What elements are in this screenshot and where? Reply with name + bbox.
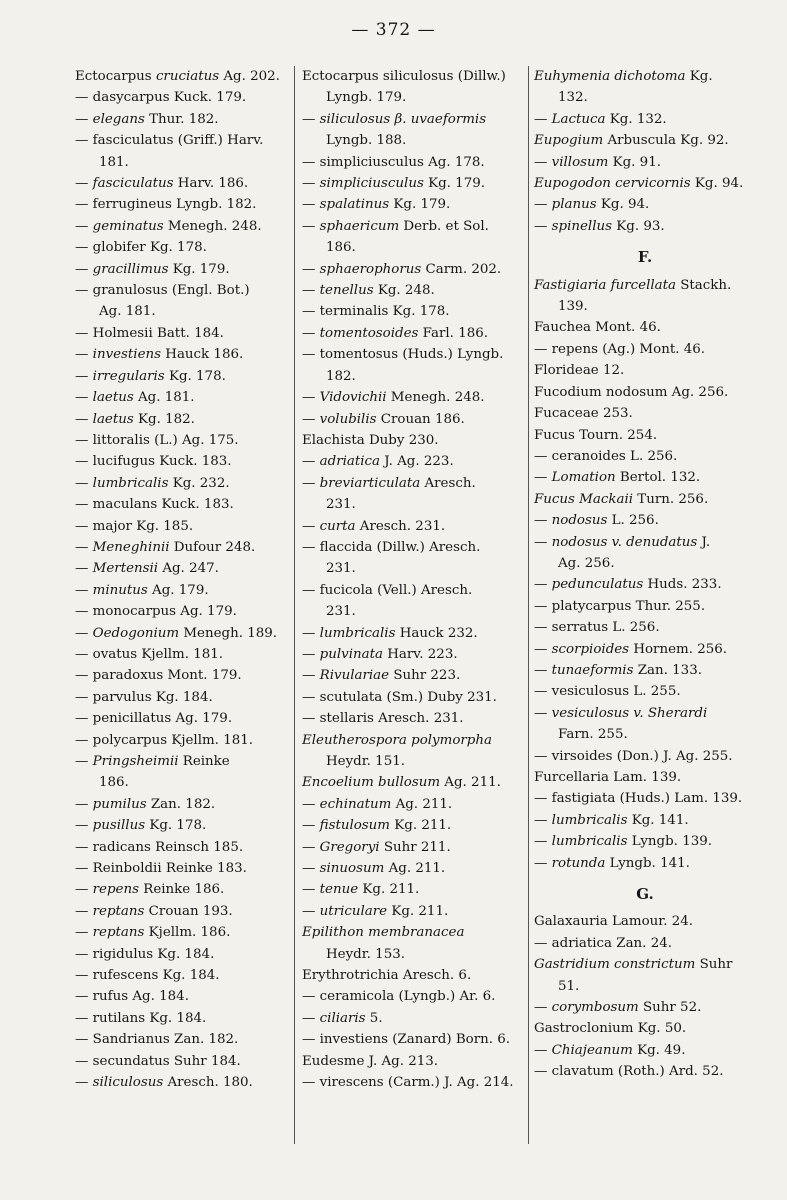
index-entry: — Vidovichii Menegh. 248. — [302, 390, 485, 406]
index-entry: — tomentosus (Huds.) Lyngb. — [302, 347, 504, 363]
index-entry-continuation: Ag. 256. — [558, 555, 615, 571]
index-entry-continuation: 231. — [326, 497, 356, 513]
index-entry: — lumbricalis Kg. 141. — [534, 812, 689, 828]
index-entry-continuation: Heydr. 153. — [326, 946, 405, 962]
page-number: — 372 — — [351, 20, 436, 40]
index-entry-continuation: Ag. 181. — [99, 304, 156, 320]
index-entry: Eupogium Arbuscula Kg. 92. — [534, 133, 729, 149]
index-entry: — virescens (Carm.) J. Ag. 214. — [302, 1075, 514, 1091]
index-entry: — parvulus Kg. 184. — [75, 689, 213, 705]
index-entry: — virsoides (Don.) J. Ag. 255. — [534, 748, 733, 764]
index-entry: — volubilis Crouan 186. — [302, 411, 465, 427]
index-entry: Florideae 12. — [534, 363, 625, 379]
index-entry: Gastridium constrictum Suhr — [534, 957, 733, 973]
index-entry: Epilithon membranacea — [302, 925, 465, 941]
letter-heading: G. — [636, 885, 654, 904]
index-entry: — lumbricalis Lyngb. 139. — [534, 834, 713, 850]
index-entry: — maculans Kuck. 183. — [75, 497, 234, 513]
index-entry-continuation: 186. — [326, 240, 356, 256]
index-entry: — adriatica Zan. 24. — [534, 935, 672, 951]
index-entry: — tunaeformis Zan. 133. — [534, 662, 702, 678]
index-entry: — simpliciusculus Ag. 178. — [302, 154, 485, 170]
index-entry: — sinuosum Ag. 211. — [302, 861, 446, 877]
index-entry: — geminatus Menegh. 248. — [75, 218, 262, 234]
index-entry: Fucus Mackaii Turn. 256. — [534, 491, 709, 507]
index-entry: Fucodium nodosum Ag. 256. — [534, 384, 729, 400]
index-entry: — littoralis (L.) Ag. 175. — [75, 432, 239, 448]
index-entry: — gracillimus Kg. 179. — [75, 261, 230, 277]
index-entry: Eupogodon cervicornis Kg. 94. — [534, 176, 744, 192]
index-entry: — flaccida (Dillw.) Aresch. — [302, 539, 481, 555]
index-entry: — investiens (Zanard) Born. 6. — [302, 1032, 511, 1048]
index-entry: — Lactuca Kg. 132. — [534, 111, 667, 127]
index-entry: — platycarpus Thur. 255. — [534, 598, 706, 614]
index-entry: — spinellus Kg. 93. — [534, 218, 665, 234]
index-entry: — rufescens Kg. 184. — [75, 968, 220, 984]
index-entry: — fasciculatus (Griff.) Harv. — [75, 133, 264, 149]
index-entry: — fucicola (Vell.) Aresch. — [302, 582, 473, 598]
index-entry: — fastigiata (Huds.) Lam. 139. — [534, 791, 743, 807]
index-column-3 — [534, 66, 756, 1083]
index-entry: — minutus Ag. 179. — [75, 582, 209, 598]
index-entry: — Mertensii Ag. 247. — [75, 561, 219, 577]
index-entry-continuation: Heydr. 151. — [326, 754, 405, 769]
index-entry: — dasycarpus Kuck. 179. — [75, 90, 247, 106]
index-entry: Fucus Tourn. 254. — [534, 427, 658, 443]
index-column-1 — [75, 66, 289, 1094]
index-entry: — Chiajeanum Kg. 49. — [534, 1042, 686, 1058]
index-entry: — lucifugus Kuck. 183. — [75, 454, 232, 470]
index-entry: — scutulata (Sm.) Duby 231. — [302, 689, 497, 705]
index-entry: — fasciculatus Harv. 186. — [75, 176, 249, 192]
index-entry: — pumilus Zan. 182. — [75, 796, 216, 812]
index-entry: — nodosus v. denudatus J. — [534, 534, 711, 550]
index-entry: — ceranoides L. 256. — [534, 448, 678, 464]
index-entry-continuation: 231. — [326, 561, 356, 577]
index-entry: — repens Reinke 186. — [75, 882, 225, 898]
index-entry: Fucaceae 253. — [534, 406, 633, 422]
index-entry: Galaxauria Lamour. 24. — [534, 914, 694, 930]
index-entry: — villosum Kg. 91. — [534, 154, 661, 170]
index-entry: — reptans Kjellm. 186. — [75, 925, 231, 941]
index-entry: — utriculare Kg. 211. — [302, 903, 449, 919]
index-entry: Elachista Duby 230. — [302, 432, 439, 448]
index-entry: — scorpioides Hornem. 256. — [534, 641, 728, 657]
index-entry: — Gregoryi Suhr 211. — [302, 839, 451, 855]
index-entry: — siliculosus Aresch. 180. — [75, 1075, 253, 1091]
index-entry: — repens (Ag.) Mont. 46. — [534, 341, 706, 357]
index-entry: Gastroclonium Kg. 50. — [534, 1021, 687, 1037]
index-entry: — rutilans Kg. 184. — [75, 1010, 207, 1026]
index-entry-continuation: 181. — [99, 154, 129, 170]
index-entry: — ceramicola (Lyngb.) Ar. 6. — [302, 989, 496, 1005]
index-entry: — sphaericum Derb. et Sol. — [302, 218, 489, 234]
letter-heading: F. — [637, 248, 653, 267]
index-entry: — Rivulariae Suhr 223. — [302, 668, 461, 684]
index-entry: Ectocarpus cruciatus Ag. 202. — [75, 69, 280, 84]
index-entry: — stellaris Aresch. 231. — [302, 711, 464, 727]
index-entry: — vesiculosus v. Sherardi — [534, 705, 708, 721]
index-entry: Erythrotrichia Aresch. 6. — [302, 968, 472, 984]
index-entry: — simpliciusculus Kg. 179. — [302, 176, 485, 192]
index-entry: — penicillatus Ag. 179. — [75, 711, 233, 727]
index-entry: — tomentosoides Farl. 186. — [302, 325, 489, 341]
index-entry: — lumbricalis Kg. 232. — [75, 475, 230, 491]
index-entry: — fistulosum Kg. 211. — [302, 818, 452, 834]
index-entry-continuation: 186. — [99, 775, 129, 791]
index-entry: Euhymenia dichotoma Kg. — [534, 69, 713, 84]
index-entry: — ferrugineus Lyngb. 182. — [75, 197, 257, 213]
index-entry: — breviarticulata Aresch. — [302, 475, 476, 491]
index-entry: — rigidulus Kg. 184. — [75, 946, 215, 962]
index-entry: — tenue Kg. 211. — [302, 882, 420, 898]
index-entry: — rotunda Lyngb. 141. — [534, 855, 690, 871]
index-entry: — adriatica J. Ag. 223. — [302, 454, 454, 470]
index-entry: — ciliaris 5. — [302, 1010, 383, 1026]
index-entry: — Sandrianus Zan. 182. — [75, 1032, 239, 1048]
index-entry: — elegans Thur. 182. — [75, 111, 219, 127]
index-entry: — granulosus (Engl. Bot.) — [75, 283, 250, 299]
index-entry: — curta Aresch. 231. — [302, 518, 446, 534]
index-entry: — Lomation Bertol. 132. — [534, 470, 701, 486]
index-entry: — tenellus Kg. 248. — [302, 283, 435, 299]
index-entry-continuation: Lyngb. 179. — [326, 90, 407, 106]
index-entry: Fastigiaria furcellata Stackh. — [534, 277, 732, 293]
index-entry: — Pringsheimii Reinke — [75, 754, 230, 769]
index-entry: — monocarpus Ag. 179. — [75, 604, 237, 620]
index-entry: — radicans Reinsch 185. — [75, 839, 244, 855]
index-entry: — clavatum (Roth.) Ard. 52. — [534, 1064, 724, 1080]
index-entry: — laetus Ag. 181. — [75, 390, 195, 406]
index-entry: — secundatus Suhr 184. — [75, 1053, 241, 1069]
index-entry: — serratus L. 256. — [534, 620, 660, 636]
index-entry: — polycarpus Kjellm. 181. — [75, 732, 254, 748]
index-entry: — Oedogonium Menegh. 189. — [75, 625, 278, 641]
column-divider — [528, 66, 529, 1144]
index-entry: — Reinboldii Reinke 183. — [75, 861, 247, 877]
index-entry: — Meneghinii Dufour 248. — [75, 539, 256, 555]
index-entry: — lumbricalis Hauck 232. — [302, 625, 478, 641]
index-entry: — laetus Kg. 182. — [75, 411, 195, 427]
index-entry-continuation: 132. — [558, 90, 588, 106]
index-entry: — terminalis Kg. 178. — [302, 304, 450, 320]
index-entry: — globifer Kg. 178. — [75, 240, 207, 256]
index-entry: Encoelium bullosum Ag. 211. — [302, 775, 501, 791]
index-entry: — siliculosus β. uvaeformis — [302, 111, 487, 127]
index-entry: — paradoxus Mont. 179. — [75, 668, 242, 684]
index-entry: Furcellaria Lam. 139. — [534, 770, 682, 785]
index-entry: — sphaerophorus Carm. 202. — [302, 261, 502, 277]
index-entry: — major Kg. 185. — [75, 518, 194, 534]
index-entry-continuation: 51. — [558, 978, 580, 994]
index-entry: — planus Kg. 94. — [534, 197, 650, 213]
index-entry: — echinatum Ag. 211. — [302, 796, 453, 812]
index-entry-continuation: 139. — [558, 299, 588, 315]
index-entry: Ectocarpus siliculosus (Dillw.) — [302, 69, 506, 84]
column-divider — [294, 66, 295, 1144]
index-entry: Fauchea Mont. 46. — [534, 320, 661, 336]
index-entry-continuation: 231. — [326, 604, 356, 620]
index-entry: — ovatus Kjellm. 181. — [75, 646, 224, 662]
index-entry: — rufus Ag. 184. — [75, 989, 189, 1005]
index-entry-continuation: Farn. 255. — [558, 727, 628, 743]
index-entry: — irregularis Kg. 178. — [75, 368, 226, 384]
index-entry: — investiens Hauck 186. — [75, 347, 244, 363]
index-entry: Eudesme J. Ag. 213. — [302, 1053, 439, 1069]
index-column-2 — [302, 66, 524, 1094]
index-entry: — spalatinus Kg. 179. — [302, 197, 451, 213]
index-entry: Eleutherospora polymorpha — [302, 732, 492, 748]
index-entry: — reptans Crouan 193. — [75, 903, 233, 919]
index-entry-continuation: Lyngb. 188. — [326, 133, 407, 149]
index-entry: — nodosus L. 256. — [534, 513, 659, 529]
index-entry: — pulvinata Harv. 223. — [302, 646, 458, 662]
index-entry: — pedunculatus Huds. 233. — [534, 577, 722, 593]
index-entry: — Holmesii Batt. 184. — [75, 325, 224, 341]
index-entry-continuation: 182. — [326, 368, 356, 384]
index-entry: — vesiculosus L. 255. — [534, 684, 681, 700]
index-entry: — pusillus Kg. 178. — [75, 818, 207, 834]
index-entry: — corymbosum Suhr 52. — [534, 1000, 702, 1016]
